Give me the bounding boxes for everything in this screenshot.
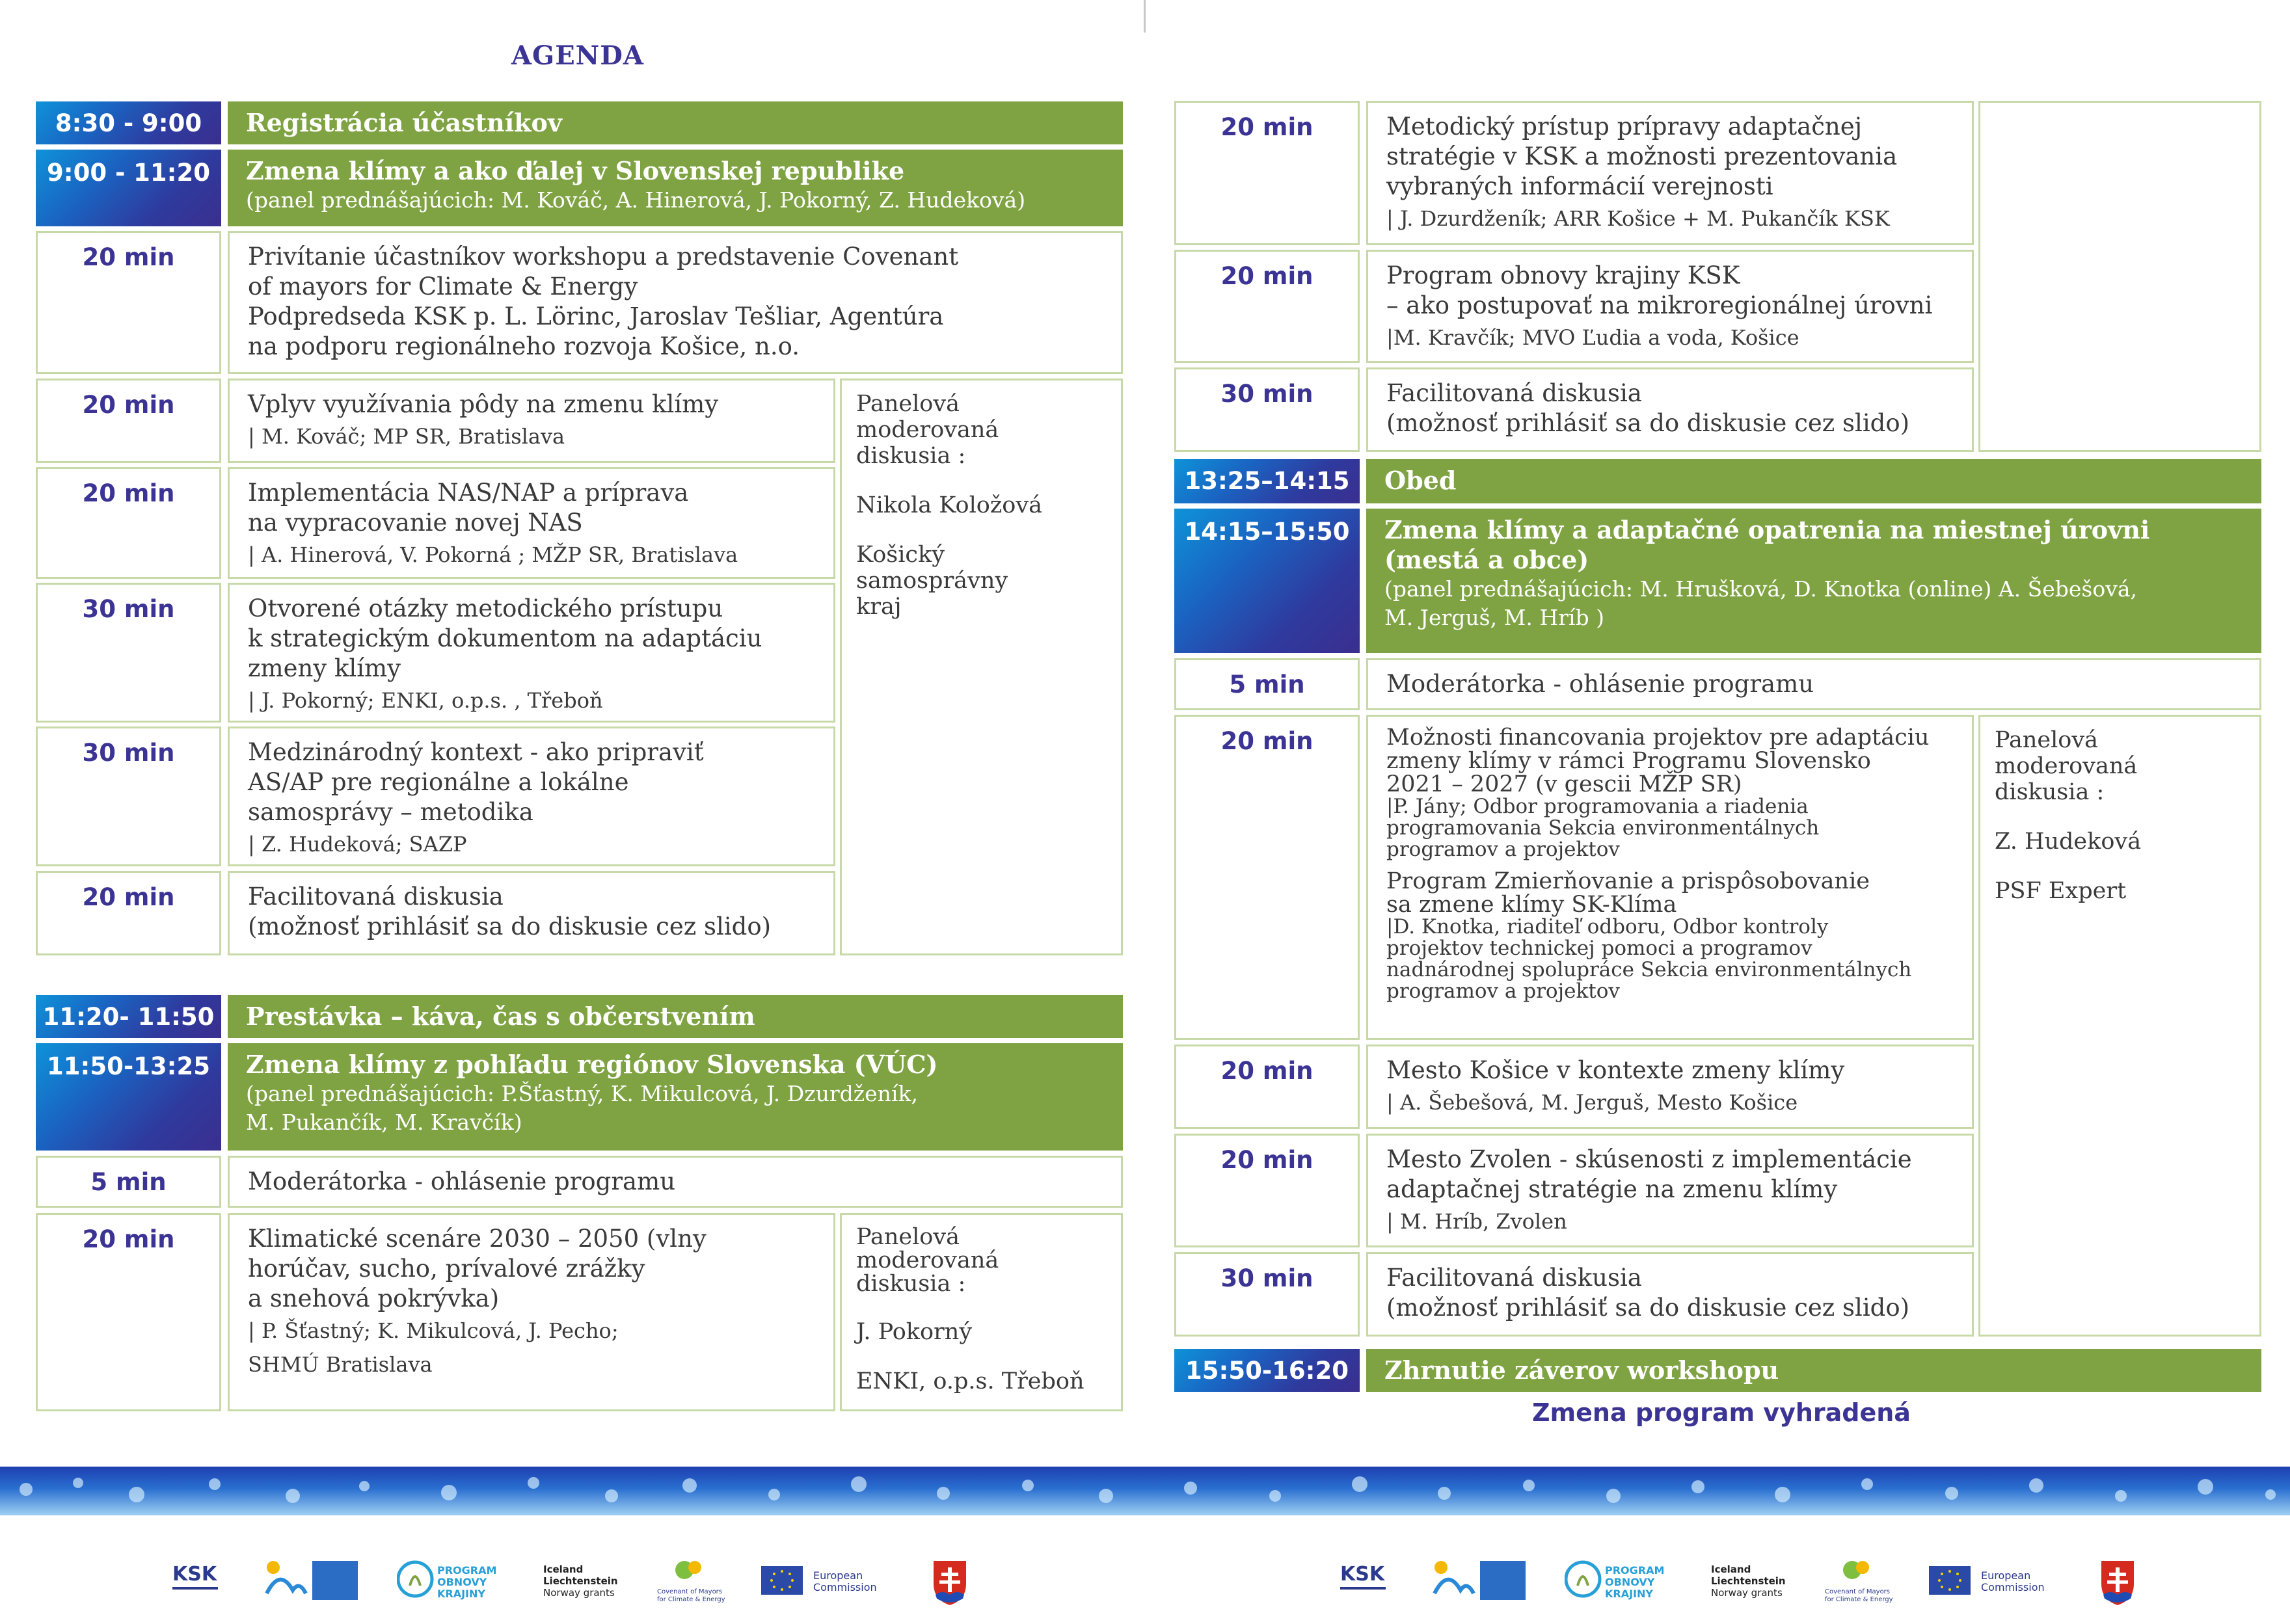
session1-time: 9:00 - 11:20 — [36, 150, 221, 226]
svg-text:Liechtenstein: Liechtenstein — [1711, 1575, 1786, 1587]
closing-title: Zhrnutie záverov workshopu — [1384, 1355, 1779, 1385]
item-speaker-secondary: |D. Knotka, riaditeľ odboru, Odbor kontroly projektov technickej pomoci a programov nadnárodnej spolupráce Sekcia environmentálnych programov a projektov — [1386, 915, 1912, 1003]
european-commission-logo — [1929, 1554, 2066, 1600]
item-duration: 5 min — [1174, 658, 1360, 710]
item-duration: 20 min — [1174, 1134, 1360, 1247]
item-text: Mesto Košice v kontexte zmeny klímy — [1386, 1056, 1845, 1084]
agenda-item — [1366, 1252, 1974, 1337]
item-text: Moderátorka - ohlásenie programu — [248, 1167, 676, 1195]
ksk-logo — [172, 1554, 224, 1600]
svg-text:PROGRAM: PROGRAM — [437, 1564, 497, 1577]
item-speaker: |P. Jány; Odbor programovania a riadenia programovania Sekcia environmentálnych programov a projektov — [1386, 795, 1820, 861]
item-text: Otvorené otázky metodického prístupu k strategickým dokumentom na adaptáciu zmeny klímy — [248, 594, 762, 682]
agenda-item — [1366, 715, 1974, 1040]
svg-text:OBNOVY: OBNOVY — [1605, 1576, 1655, 1588]
item-text: Program obnovy krajiny KSK – ako postupovať na mikroregionálnej úrovni — [1386, 261, 1933, 319]
svg-text:for Climate & Energy: for Climate & Energy — [657, 1596, 725, 1603]
break-title: Prestávka – káva, čas s občerstvením — [246, 1002, 755, 1031]
program-change-note: Zmena program vyhradená — [1532, 1398, 1911, 1427]
agenda-item — [1366, 1045, 1974, 1129]
panel-organization: ENKI, o.p.s. Třeboň — [856, 1368, 1084, 1394]
lunch-time: 13:25–14:15 — [1174, 459, 1360, 503]
page-fold-mark — [1144, 0, 1146, 33]
registration-title: Registrácia účastníkov — [246, 108, 562, 137]
agenda-item — [228, 726, 835, 866]
ksk-logo — [1340, 1554, 1392, 1600]
item-speaker: | M. Hríb, Zvolen — [1386, 1209, 1567, 1234]
item-speaker: | J. Dzurdženík; ARR Košice + M. Pukančík KSK — [1386, 206, 1890, 231]
agenda-item — [228, 231, 1123, 374]
item-text: Vplyv využívania pôdy na zmenu klímy — [248, 390, 719, 418]
lunch-title: Obed — [1384, 466, 1457, 495]
item-text-secondary: Program Zmierňovanie a prispôsobovanie sa zmene klímy SK-Klíma — [1386, 868, 1870, 918]
item-speaker: | A. Hinerová, V. Pokorná ; MŽP SR, Bratislava — [248, 542, 738, 567]
item-duration: 20 min — [36, 231, 221, 374]
item-duration: 20 min — [36, 1213, 221, 1411]
agenda-item — [228, 467, 835, 579]
item-speaker: | P. Šťastný; K. Mikulcová, J. Pecho; SHMÚ Bratislava — [248, 1318, 619, 1377]
session2-speakers: (panel prednášajúcich: P.Šťastný, K. Mikulcová, J. Dzurdženík, M. Pukančík, M. Kravčík) — [246, 1081, 918, 1135]
agenda-item — [228, 379, 835, 463]
item-text: Implementácia NAS/NAP a príprava na vypracovanie novej NAS — [248, 479, 689, 537]
agenda-item — [228, 583, 835, 723]
item-text: Privítanie účastníkov workshopu a predstavenie Covenant of mayors for Climate & Energy Podpredseda KSK p. L. Lörinc, Jaroslav Tešliar, Agentúra na podporu regionálneho rozvoja Košice, n.o. — [248, 243, 959, 360]
slovak-coat-of-arms-icon — [2098, 1554, 2137, 1600]
footer-bubbles — [0, 1470, 2290, 1509]
panel-discussion-box — [840, 379, 1123, 955]
item-duration: 20 min — [1174, 250, 1360, 363]
svg-text:KSK: KSK — [1340, 1563, 1385, 1586]
svg-text:Commission: Commission — [1981, 1581, 2045, 1593]
item-duration: 30 min — [36, 726, 221, 866]
european-commission-logo — [761, 1554, 898, 1600]
svg-text:Iceland: Iceland — [543, 1564, 584, 1575]
item-speaker: | J. Pokorný; ENKI, o.p.s. , Třeboň — [248, 688, 603, 713]
svg-text:Covenant of Mayors: Covenant of Mayors — [657, 1588, 723, 1595]
agenda-item — [1366, 101, 1974, 245]
svg-text:Covenant of Mayors: Covenant of Mayors — [1825, 1588, 1891, 1595]
agenda-item — [1366, 367, 1974, 452]
svg-text:Commission: Commission — [813, 1581, 877, 1593]
item-duration: 20 min — [1174, 101, 1360, 245]
svg-text:European: European — [1981, 1569, 2031, 1582]
session1-speakers: (panel prednášajúcich: M. Kováč, A. Hinerová, J. Pokorný, Z. Hudeková) — [246, 187, 1026, 213]
svg-text:European: European — [813, 1569, 863, 1582]
session3-speakers: (panel prednášajúcich: M. Hrušková, D. Knotka (online) A. Šebešová, M. Jerguš, M. Hríb ) — [1384, 576, 2138, 630]
panel-discussion-box — [840, 1213, 1123, 1411]
panel-discussion-box-empty — [1978, 101, 2261, 452]
session1-title: Zmena klímy a ako ďalej v Slovenskej republike — [246, 156, 905, 185]
session3-title: Zmena klímy a adaptačné opatrenia na miestnej úrovni (mestá a obce) — [1384, 515, 2150, 574]
item-speaker: | Z. Hudeková; SAZP — [248, 832, 467, 857]
agentura-logo — [260, 1554, 364, 1600]
agentura-logo — [1428, 1554, 1532, 1600]
svg-text:Liechtenstein: Liechtenstein — [543, 1575, 618, 1587]
item-duration: 20 min — [1174, 1045, 1360, 1129]
item-text: Medzinárodný kontext - ako pripraviť AS/AP pre regionálne a lokálne samosprávy – metodika — [248, 738, 704, 826]
panel-label: Panelová moderovaná diskusia : — [856, 1224, 999, 1297]
item-speaker: | A. Šebešová, M. Jerguš, Mesto Košice — [1386, 1090, 1798, 1115]
item-text: Metodický prístup prípravy adaptačnej stratégie v KSK a možnosti prezentovania vybraných informácií verejnosti — [1386, 113, 1898, 200]
item-duration: 30 min — [1174, 1252, 1360, 1337]
break-time: 11:20- 11:50 — [36, 995, 221, 1038]
panel-discussion-box — [1978, 715, 2261, 1337]
break-header — [228, 995, 1123, 1038]
svg-text:Iceland: Iceland — [1711, 1564, 1751, 1575]
covenant-of-mayors-logo — [657, 1554, 735, 1603]
svg-text:PROGRAM: PROGRAM — [1605, 1564, 1665, 1577]
session3-time: 14:15–15:50 — [1174, 509, 1360, 653]
panel-organization: PSF Expert — [1995, 878, 2127, 904]
agenda-title: AGENDA — [511, 40, 644, 71]
registration-time: 8:30 - 9:00 — [36, 101, 221, 144]
norway-grants-logo — [1711, 1554, 1789, 1600]
session2-title: Zmena klímy z pohľadu regiónov Slovenska (VÚC) — [246, 1050, 938, 1079]
agenda-item — [1366, 250, 1974, 363]
svg-text:OBNOVY: OBNOVY — [437, 1576, 487, 1588]
closing-header — [1366, 1349, 2261, 1392]
item-duration: 20 min — [36, 379, 221, 463]
item-text: Moderátorka - ohlásenie programu — [1386, 670, 1814, 698]
item-duration: 20 min — [36, 871, 221, 955]
svg-text:KRAJINY: KRAJINY — [1605, 1588, 1653, 1600]
panel-moderator: J. Pokorný — [856, 1319, 973, 1345]
item-speaker: |M. Kravčík; MVO Ľudia a voda, Košice — [1386, 325, 1799, 350]
item-duration: 20 min — [36, 467, 221, 579]
item-text: Facilitovaná diskusia (možnosť prihlásiť sa do diskusie cez slido) — [1386, 1264, 1910, 1322]
agenda-item — [228, 1213, 835, 1411]
session3-header — [1366, 509, 2261, 653]
item-duration: 20 min — [1174, 715, 1360, 1040]
item-text: Možnosti financovania projektov pre adaptáciu zmeny klímy v rámci Programu Slovensko 2021 – 2027 (v gescii MŽP SR) — [1386, 725, 1930, 797]
item-duration: 30 min — [36, 583, 221, 723]
item-duration: 5 min — [36, 1156, 221, 1208]
agenda-item — [1366, 658, 2261, 710]
svg-text:KRAJINY: KRAJINY — [437, 1588, 485, 1600]
item-text: Facilitovaná diskusia (možnosť prihlásiť sa do diskusie cez slido) — [1386, 379, 1910, 437]
program-obnovy-krajiny-logo — [1565, 1554, 1669, 1600]
session2-header — [228, 1043, 1123, 1151]
slovak-coat-of-arms-icon — [930, 1554, 969, 1600]
item-duration: 30 min — [1174, 367, 1360, 452]
panel-label: Panelová moderovaná diskusia : — [856, 391, 999, 469]
item-text: Facilitovaná diskusia (možnosť prihlásiť sa do diskusie cez slido) — [248, 883, 772, 940]
agenda-item — [228, 871, 835, 955]
agenda-item — [1366, 1134, 1974, 1247]
item-text: Mesto Zvolen - skúsenosti z implementácie adaptačnej stratégie na zmenu klímy — [1386, 1145, 1912, 1203]
lunch-header — [1366, 459, 2261, 503]
agenda-item — [228, 1156, 1123, 1208]
panel-moderator: Z. Hudeková — [1995, 829, 2142, 855]
covenant-of-mayors-logo — [1825, 1554, 1903, 1603]
registration-header — [228, 101, 1123, 144]
item-speaker: | M. Kováč; MP SR, Bratislava — [248, 424, 565, 449]
program-obnovy-krajiny-logo — [397, 1554, 501, 1600]
session1-header — [228, 150, 1123, 226]
panel-label: Panelová moderovaná diskusia : — [1995, 727, 2138, 805]
panel-organization: Košický samosprávny kraj — [856, 542, 1008, 620]
item-text: Klimatické scenáre 2030 – 2050 (vlny horúčav, sucho, prívalové zrážky a snehová pokrývka) — [248, 1225, 707, 1312]
svg-text:Norway grants: Norway grants — [543, 1587, 615, 1599]
norway-grants-logo — [543, 1554, 621, 1600]
session2-time: 11:50-13:25 — [36, 1043, 221, 1151]
closing-time: 15:50-16:20 — [1174, 1349, 1360, 1392]
svg-text:for Climate & Energy: for Climate & Energy — [1825, 1596, 1893, 1603]
panel-moderator: Nikola Koložová — [856, 492, 1042, 518]
svg-text:KSK: KSK — [172, 1563, 217, 1586]
svg-text:Norway grants: Norway grants — [1711, 1587, 1783, 1599]
